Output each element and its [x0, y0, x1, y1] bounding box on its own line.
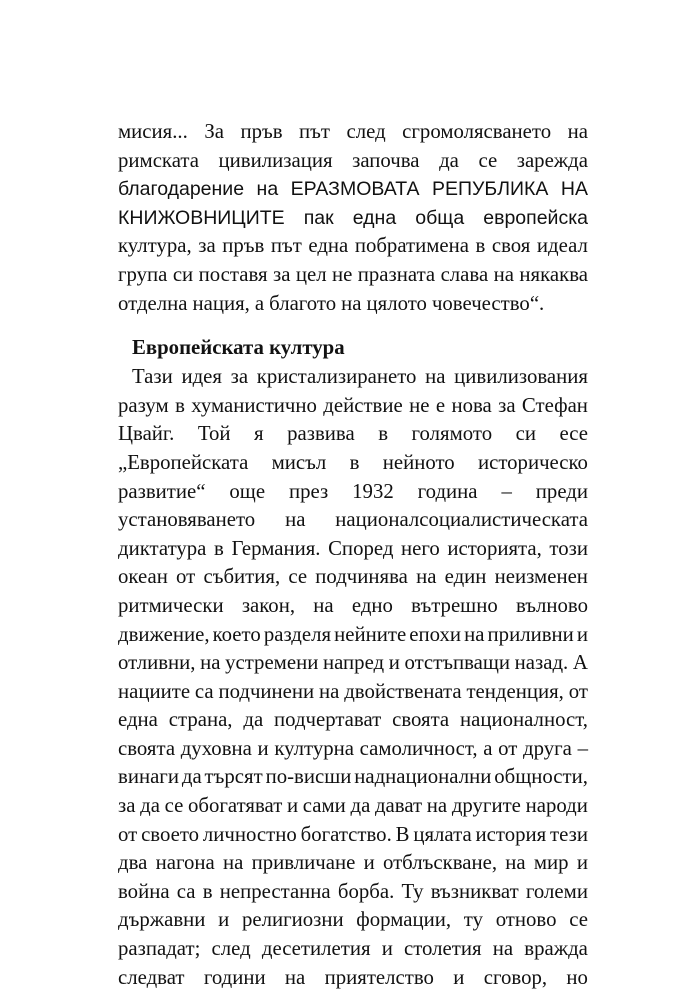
word: отстъпващи [404, 651, 511, 675]
word: се [288, 565, 308, 589]
word: друга [523, 736, 572, 760]
word: сгромолясването [402, 120, 552, 143]
word: са [176, 879, 196, 903]
word: историята, [447, 536, 542, 560]
word: благодарение [118, 178, 245, 201]
text-line [118, 621, 588, 650]
word: да [350, 794, 371, 818]
text-line [118, 763, 588, 792]
paragraph-1 [118, 118, 588, 318]
word: ритмически [118, 593, 224, 617]
word: е [435, 393, 446, 417]
word: сговор, [483, 965, 548, 989]
word: движение, [118, 622, 210, 646]
word: пръв [222, 234, 265, 258]
word: развитие“ [118, 479, 206, 503]
word: война [118, 879, 170, 903]
word: си [515, 422, 537, 446]
word: в [202, 879, 213, 903]
word: идея [181, 365, 222, 389]
word: личностно [202, 822, 297, 846]
word: нейните [334, 622, 407, 646]
word: да [140, 794, 160, 818]
word: и [363, 851, 375, 875]
word: на [319, 679, 340, 703]
word: една [118, 708, 158, 732]
word: разум [118, 393, 169, 417]
word: него [401, 536, 440, 560]
word: а [483, 736, 493, 760]
word: и [218, 908, 230, 932]
text-line [118, 392, 588, 421]
word: зарежда [516, 148, 588, 172]
word: на [505, 851, 526, 875]
word: се [478, 148, 498, 172]
word: непрестанна [219, 879, 331, 903]
word: пръв [240, 120, 283, 143]
word: Стефан [521, 393, 588, 417]
word: В [395, 822, 410, 846]
text-line [118, 175, 588, 204]
word: обща [415, 206, 465, 229]
word: започва [352, 148, 420, 172]
word: на [416, 565, 437, 589]
word: националсоциалистическата [335, 508, 588, 532]
word: и [257, 736, 269, 760]
word: обогатяват [188, 794, 283, 818]
word: празната [357, 262, 436, 286]
word: на [222, 851, 244, 875]
word: разпадат; [118, 937, 201, 961]
word: на [492, 937, 514, 961]
word: диктатура [118, 536, 207, 560]
word: дават [374, 794, 423, 818]
word: нейното [382, 450, 455, 474]
word: отливни, [118, 651, 196, 675]
word: на [425, 365, 446, 389]
word: Той [197, 422, 231, 446]
text-line [118, 232, 588, 261]
word: от [176, 565, 196, 589]
word: в [378, 422, 389, 446]
section-heading: Европейската култура [132, 336, 345, 360]
word: този [549, 536, 588, 560]
word: приятелство [324, 965, 434, 989]
word: в [475, 234, 486, 258]
word: НА [560, 178, 588, 201]
word: борба. [337, 879, 395, 903]
word: „Европейската [118, 450, 249, 474]
word: историческо [477, 450, 588, 474]
word: мисъл [271, 450, 327, 474]
word: година [417, 479, 478, 503]
word: цялата [413, 822, 472, 846]
word: Германия. [231, 536, 321, 560]
word: – [501, 479, 512, 503]
word: кристализирането [256, 365, 417, 389]
word: на [313, 593, 334, 617]
word: Тази [132, 365, 173, 389]
word: на [567, 120, 588, 143]
word: за [198, 234, 216, 258]
word: културна [274, 736, 354, 760]
word: 1932 [352, 479, 394, 503]
word: нациите [118, 679, 191, 703]
word: на [493, 262, 514, 286]
word: да [243, 708, 264, 732]
word: възникват [430, 879, 519, 903]
word: една [308, 234, 349, 258]
word: – [577, 736, 588, 760]
word: общности, [494, 765, 588, 789]
text-line [118, 878, 588, 907]
word: римската [118, 148, 199, 172]
word: в [175, 393, 185, 417]
word: За [204, 120, 224, 143]
text-line [118, 649, 588, 678]
word: на [200, 651, 221, 675]
text-line [118, 420, 588, 449]
text-line [118, 821, 588, 850]
text-line [118, 147, 588, 176]
word: вълново [515, 593, 588, 617]
word: нова [451, 393, 492, 417]
word: години [203, 965, 266, 989]
word: своята [392, 708, 450, 732]
word: страна, [168, 708, 233, 732]
word: да [181, 765, 202, 789]
word: една [352, 206, 397, 229]
text-line [118, 706, 588, 735]
text-line [118, 261, 588, 290]
word: приливни [487, 622, 574, 646]
word: което [212, 622, 261, 646]
word: на [341, 291, 362, 315]
word: от [118, 822, 138, 846]
word: установяването [118, 508, 256, 532]
word: своята [118, 736, 176, 760]
word: назад. [514, 651, 569, 675]
word: подчинява [315, 565, 408, 589]
word: от [568, 679, 588, 703]
word: действие [323, 393, 403, 417]
word: и [576, 622, 588, 646]
text-line [118, 290, 588, 319]
word: за [498, 393, 516, 417]
word: тенденция, [466, 679, 564, 703]
word: група [118, 262, 168, 286]
word: отново [495, 908, 557, 932]
text-line [118, 563, 588, 592]
word: идеал [536, 234, 588, 258]
word: формации, [356, 908, 452, 932]
text-line [118, 118, 588, 147]
word: не [409, 393, 430, 417]
word: се [164, 794, 184, 818]
text-line [118, 792, 588, 821]
word: един [444, 565, 487, 589]
word: А [572, 651, 588, 675]
word: и [388, 651, 400, 675]
word: благото [269, 291, 337, 315]
word: Цвайг. [118, 422, 175, 446]
word: два [118, 851, 148, 875]
word: есе [559, 422, 588, 446]
word: вражда [524, 937, 588, 961]
word: следват [118, 965, 185, 989]
word: за [272, 262, 291, 286]
text-line [118, 906, 588, 935]
word: за [118, 794, 136, 818]
word: са [194, 679, 214, 703]
word: поставя [198, 262, 268, 286]
word: и [381, 937, 393, 961]
word: цялото [366, 291, 427, 315]
word: на [464, 622, 485, 646]
word: епохи [409, 622, 462, 646]
word: неизменен [494, 565, 588, 589]
word: в [214, 536, 224, 560]
word: европейска [483, 206, 588, 229]
word: но [566, 965, 588, 989]
word: мисия... [118, 120, 188, 143]
word: още [229, 479, 266, 503]
word: разделя [263, 622, 332, 646]
word: събития, [203, 565, 281, 589]
word: устремени [225, 651, 319, 675]
word: от [498, 736, 518, 760]
word: култура, [118, 234, 192, 258]
word: и [286, 794, 299, 818]
word: тези [550, 822, 588, 846]
word: националност, [460, 708, 588, 732]
word: побратимена [354, 234, 469, 258]
paragraph-2 [118, 363, 588, 992]
word: големи [525, 879, 588, 903]
word: богатство. [300, 822, 392, 846]
text-line [118, 506, 588, 535]
word: нагона [155, 851, 215, 875]
word: хуманистично [191, 393, 317, 417]
word: развива [287, 422, 355, 446]
text-line [118, 678, 588, 707]
word: религиозни [241, 908, 344, 932]
word: цивилизования [454, 365, 588, 389]
word: напред [322, 651, 385, 675]
word: подчертават [274, 708, 382, 732]
word: някаква [519, 262, 588, 286]
word: я [254, 422, 264, 446]
word: вътрешно [411, 593, 498, 617]
word: двойствената [344, 679, 462, 703]
text-line [118, 964, 588, 992]
word: по-висши [265, 765, 352, 789]
word: държавни [118, 908, 206, 932]
text-line [118, 592, 588, 621]
text-line [118, 449, 588, 478]
word: цивилизация [218, 148, 333, 172]
text-line [118, 204, 588, 233]
word: за [230, 365, 249, 389]
word: ЕРАЗМОВАТА [290, 178, 420, 201]
word: не [332, 262, 353, 286]
word: КНИЖОВНИЦИТЕ [118, 206, 285, 229]
word: закон, [241, 593, 296, 617]
word: човечество“. [431, 291, 545, 315]
word: духовна [180, 736, 252, 760]
word: на [256, 178, 279, 201]
word: РЕПУБЛИКА [431, 178, 549, 201]
word: а [254, 291, 265, 315]
word: народи [525, 794, 588, 818]
word: своя [491, 234, 531, 258]
word: търсят [204, 765, 263, 789]
word: преди [535, 479, 588, 503]
word: едно [351, 593, 393, 617]
word: да [439, 148, 459, 172]
word: самоличност, [359, 736, 478, 760]
text-line [118, 363, 588, 392]
word: голямото [411, 422, 493, 446]
word: десетилетия [261, 937, 371, 961]
word: пак [303, 206, 334, 229]
word: се [569, 908, 588, 932]
word: на [284, 965, 306, 989]
word: след [211, 937, 251, 961]
word: океан [118, 565, 168, 589]
word: подчинени [218, 679, 315, 703]
word: своето [141, 822, 200, 846]
word: сами [302, 794, 346, 818]
word: през [288, 479, 329, 503]
text-line [118, 478, 588, 507]
word: в [349, 450, 360, 474]
word: нация, [192, 291, 250, 315]
word: на [285, 508, 306, 532]
word: слава [440, 262, 489, 286]
text-line [118, 935, 588, 964]
word: път [299, 120, 331, 143]
word: и [453, 965, 465, 989]
word: другите [451, 794, 521, 818]
word: столетия [404, 937, 482, 961]
text-line [118, 849, 588, 878]
word: Според [328, 536, 394, 560]
word: привличане [251, 851, 356, 875]
word: ту [463, 908, 483, 932]
word: история [475, 822, 547, 846]
word: цел [295, 262, 327, 286]
word: мир [533, 851, 569, 875]
word: отблъскване, [382, 851, 498, 875]
word: винаги [118, 765, 179, 789]
word: след [346, 120, 386, 143]
book-page [118, 118, 588, 992]
word: на [426, 794, 448, 818]
text-line [118, 535, 588, 564]
text-line [118, 735, 588, 764]
word: Ту [401, 879, 424, 903]
word: наднационални [354, 765, 492, 789]
word: си [172, 262, 194, 286]
word: път [270, 234, 302, 258]
word: и [576, 851, 588, 875]
word: отделна [118, 291, 188, 315]
